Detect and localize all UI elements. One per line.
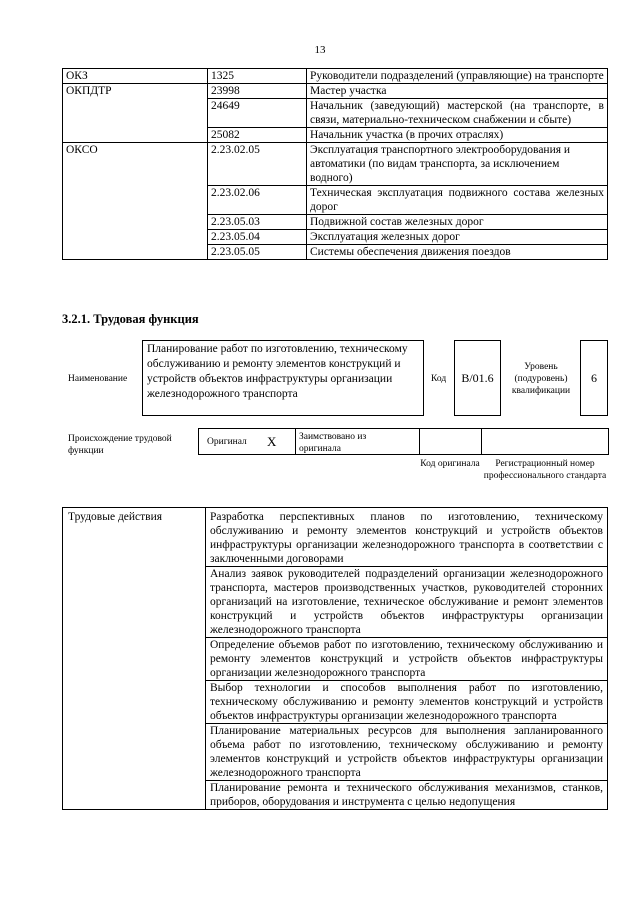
origin-label: Происхождение трудовой функции [68,434,172,456]
name-cell: Эксплуатация железных дорог [307,230,608,245]
reg-num-caption: Регистрационный номер профессионального стандарта [483,459,607,481]
level-value-box: 6 [580,340,608,416]
name-cell: Начальник участка (в прочих отраслях) [307,128,608,143]
table-row [63,69,608,84]
code-cell: 1325 [208,69,307,84]
section-heading: 3.2.1. Трудовая функция [62,312,199,326]
name-cell: Техническая эксплуатация подвижного состава железных дорог [307,186,608,215]
name-cell: Руководители подразделений (управляющие) на транспорте [307,69,608,84]
code-cell: 2.23.05.04 [208,230,307,245]
name-cell: Системы обеспечения движения поездов [307,245,608,260]
name-cell: Начальник (заведующий) мастерской (на транспорте, в связи, материально-техническом снабжении и сбыте) [307,99,608,128]
code-cell: 2.23.05.05 [208,245,307,260]
labor-action: Выбор технологии и способов выполнения работ по изготовлению, техническому обслуживанию и ремонту элементов конструкций и устройств объектов инфраструктуры организации железнодорожного транспорта [206,681,608,724]
classification-table [62,68,608,260]
divider [481,429,482,454]
group-cell: ОКПДТР [63,84,208,143]
name-label: Наименование [68,374,128,384]
table-row [63,508,608,567]
page-number: 13 [314,44,326,56]
group-cell: ОКЗ [63,69,208,84]
code-cell: 2.23.02.05 [208,143,307,186]
labor-action: Разработка перспективных планов по изготовлению, техническому обслуживанию и ремонту элементов конструкций и устройств объектов инфраструктуры организации железнодорожного транспорта в соответствии с заключенными договорами [206,508,608,567]
code-cell: 2.23.05.03 [208,215,307,230]
table-row [63,143,608,186]
divider [295,429,296,454]
group-cell: ОКСО [63,143,208,260]
borrowed-label: Заимствовано из оригинала [299,432,367,454]
original-label: Оригинал [207,437,247,447]
code-label: Код [431,374,447,384]
origin-row [198,428,609,455]
code-cell: 24649 [208,99,307,128]
code-cell: 2.23.02.06 [208,186,307,215]
code-cell: 23998 [208,84,307,99]
code-cell: 25082 [208,128,307,143]
original-mark: X [267,434,277,449]
function-code-box: В/01.6 [454,340,501,416]
labor-actions-header: Трудовые действия [63,508,206,810]
table-row [63,84,608,99]
function-name-box: Планирование работ по изготовлению, техническому обслуживанию и ремонту элементов конструкций и устройств объектов инфраструктуры организации железнодорожного транспорта [142,340,424,416]
code-orig-caption: Код оригинала [420,459,480,469]
labor-actions-table [62,507,608,810]
labor-action: Планирование материальных ресурсов для выполнения запланированного объема работ по изготовлению, техническому обслуживанию и ремонту элементов конструкций и устройств объектов инфраструктуры организации железнодорожного транспорта [206,724,608,781]
labor-action: Планирование ремонта и технического обслуживания механизмов, станков, приборов, оборудования и инструмента с целью недопущения [206,781,608,810]
labor-action: Определение объемов работ по изготовлению, техническому обслуживанию и ремонту элементов конструкций и устройств объектов инфраструктуры организации железнодорожного транспорта [206,638,608,681]
level-label: Уровень (подуровень) квалификации [511,362,571,396]
name-cell: Мастер участка [307,84,608,99]
name-cell: Эксплуатация транспортного электрооборудования и автоматики (по видам транспорта, за исключением водного) [307,143,608,186]
labor-action: Анализ заявок руководителей подразделений организации железнодорожного транспорта, мастеров производственных участков, руководителей сторонних организаций на изготовление, техническое обслуживание и ремонт элементов конструкций и устройств объектов инфраструктуры организации железнодорожного транспорта [206,567,608,638]
divider [419,429,420,454]
name-cell: Подвижной состав железных дорог [307,215,608,230]
